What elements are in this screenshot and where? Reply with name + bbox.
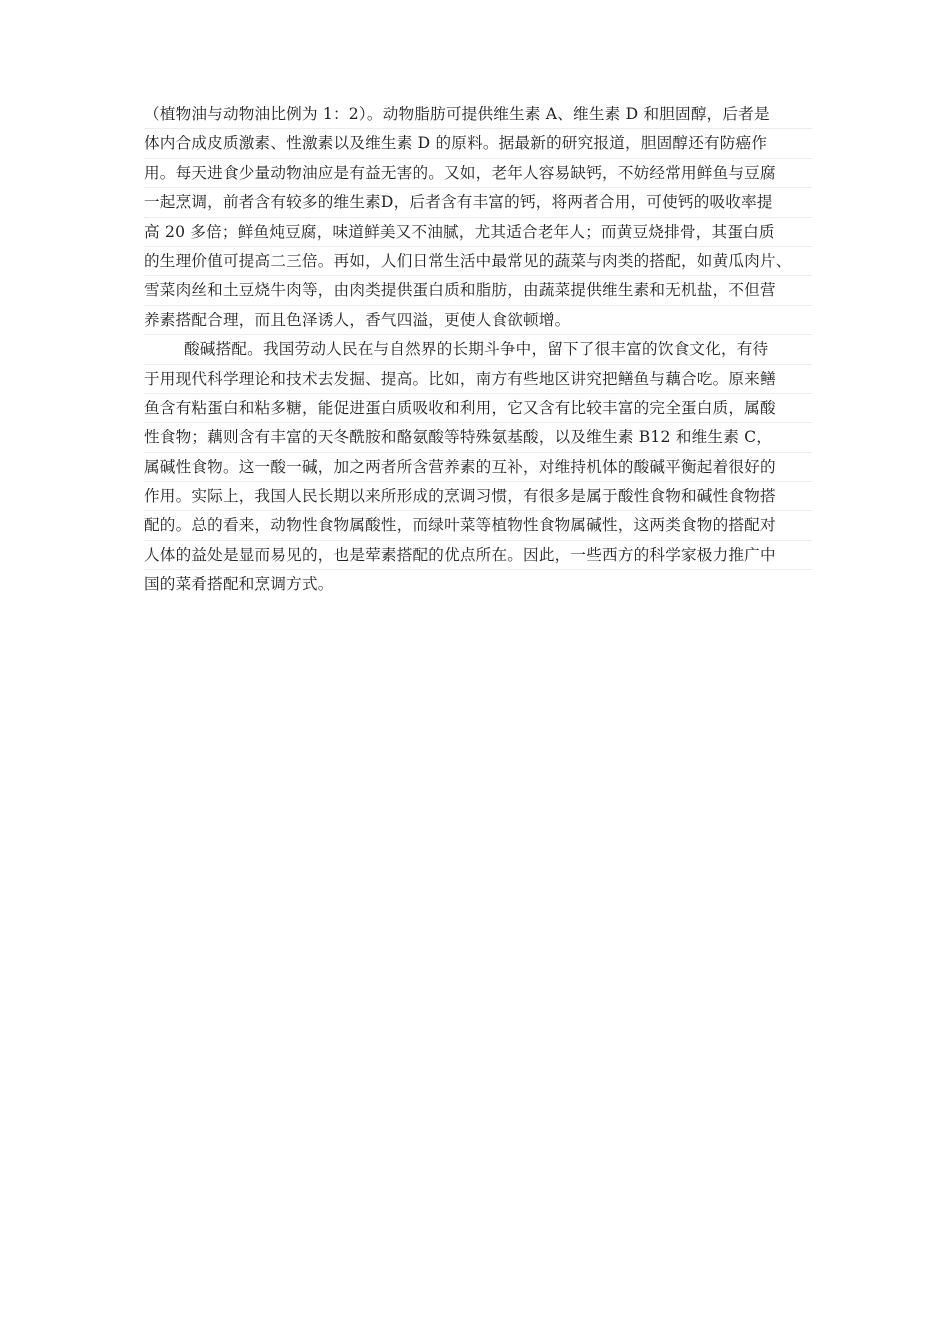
paragraph-2 (144, 335, 812, 600)
text-line: 配的。总的看来，动物性食物属酸性，而绿叶菜等植物性食物属碱性，这两类食物的搭配对 (144, 511, 812, 540)
body-text (144, 100, 812, 600)
paragraph-1 (144, 100, 812, 335)
text-line: （植物油与动物油比例为 1：2）。动物脂肪可提供维生素 A、维生素 D 和胆固醇，后者是 (144, 100, 812, 129)
text-line: 性食物；藕则含有丰富的天冬酰胺和酪氨酸等特殊氨基酸，以及维生素 B12 和维生素 C， (144, 423, 812, 452)
text-line: 国的菜肴搭配和烹调方式。 (144, 575, 334, 594)
text-line: 养素搭配合理，而且色泽诱人，香气四溢，更使人食欲顿增。 (144, 306, 812, 335)
text-line: 高 20 多倍；鲜鱼炖豆腐，味道鲜美又不油腻，尤其适合老年人；而黄豆烧排骨，其蛋白质 (144, 218, 812, 247)
text-line: 作用。实际上，我国人民长期以来所形成的烹调习惯，有很多是属于酸性食物和碱性食物搭 (144, 482, 812, 511)
text-line: 用。每天进食少量动物油应是有益无害的。又如，老年人容易缺钙，不妨经常用鲜鱼与豆腐 (144, 159, 812, 188)
text-line: 体内合成皮质激素、性激素以及维生素 D 的原料。据最新的研究报道，胆固醇还有防癌作 (144, 129, 812, 158)
text-line: 于用现代科学理论和技术去发掘、提高。比如，南方有些地区讲究把鳝鱼与藕合吃。原来鳝 (144, 365, 812, 394)
text-line: 属碱性食物。这一酸一碱，加之两者所含营养素的互补，对维持机体的酸碱平衡起着很好的 (144, 453, 812, 482)
text-line: 的生理价值可提高二三倍。再如，人们日常生活中最常见的蔬菜与肉类的搭配，如黄瓜肉片、 (144, 247, 812, 276)
text-line: 雪菜肉丝和土豆烧牛肉等，由肉类提供蛋白质和脂肪，由蔬菜提供维生素和无机盐，不但营 (144, 276, 812, 305)
text-line: 酸碱搭配。我国劳动人民在与自然界的长期斗争中，留下了很丰富的饮食文化，有待 (144, 335, 812, 364)
text-line: 鱼含有粘蛋白和粘多糖，能促进蛋白质吸收和利用，它又含有比较丰富的完全蛋白质，属酸 (144, 394, 812, 423)
text-line: 人体的益处是显而易见的，也是荤素搭配的优点所在。因此，一些西方的科学家极力推广中 (144, 541, 812, 570)
text-line: 一起烹调，前者含有较多的维生素D，后者含有丰富的钙，将两者合用，可使钙的吸收率提 (144, 188, 812, 217)
